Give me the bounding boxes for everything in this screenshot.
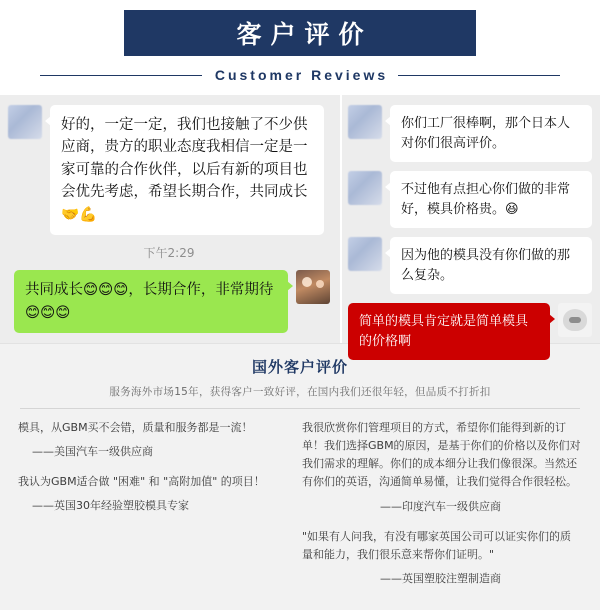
chat-message — [8, 270, 330, 333]
chat-conversation-left — [0, 95, 340, 343]
cat-avatar — [558, 303, 592, 337]
blurred-avatar — [8, 105, 42, 139]
chat-message — [8, 105, 330, 235]
chat-message — [348, 237, 592, 294]
review-author: ——英国塑胶注塑制造商 — [380, 571, 501, 585]
reviews-subtitle: 服务海外市场15年，获得客户一致好评，在国内我们还很年轻，但品质不打折扣 — [109, 386, 491, 398]
blurred-avatar — [348, 237, 382, 271]
page-subtitle: Customer Reviews — [214, 67, 389, 83]
page-title-bar — [124, 10, 476, 56]
reviews-title: 国外客户评价 — [251, 358, 348, 376]
review-author: ——美国汽车一级供应商 — [32, 445, 153, 459]
divider-right — [398, 75, 560, 76]
page-subtitle-row — [40, 67, 560, 83]
reviews-column-right — [302, 419, 582, 600]
review-item — [18, 419, 280, 459]
chat-message — [348, 105, 592, 162]
chat-bubble-incoming: 不过他有点担心你们做的非常好，模具价格贵。😆 — [390, 171, 592, 228]
chat-bubble-outgoing: 简单的模具肯定就是简单模具的价格啊 — [348, 303, 550, 360]
reviews-columns — [0, 409, 600, 600]
divider-left — [40, 75, 202, 76]
overseas-reviews-section — [0, 343, 600, 610]
review-text: 我很欣赏你们管理项目的方式，希望你们能得到新的订单！我们选择GBM的原因，是基于你们的价格以及你们对我们需求的理解。你们的成本细分让我们像很深。当然还有你们的英语，沟通简单易懂，让我们觉得合作很轻松。 — [302, 421, 581, 489]
blurred-avatar — [348, 171, 382, 205]
review-item — [302, 528, 582, 586]
chat-message — [348, 303, 592, 360]
review-author: ——印度汽车一级供应商 — [380, 499, 501, 513]
review-author: ——英国30年经验塑胶模具专家 — [32, 499, 189, 513]
chat-bubble-outgoing: 共同成长😊😊😊，长期合作，非常期待😊😊😊 — [14, 270, 288, 333]
chat-message — [348, 171, 592, 228]
page-header — [0, 0, 600, 83]
page-title: 客户评价 — [236, 20, 373, 49]
review-item — [18, 473, 280, 513]
review-item — [302, 419, 582, 514]
couple-photo-avatar — [296, 270, 330, 304]
chat-bubble-incoming: 因为他的模具没有你们做的那么复杂。 — [390, 237, 592, 294]
blurred-avatar — [348, 105, 382, 139]
chat-screenshot-area — [0, 95, 600, 349]
chat-timestamp: 下午2:29 — [143, 246, 195, 261]
review-text: "如果有人问我，有没有哪家英国公司可以证实你们的质量和能力，我们很乐意来帮你们证明。" — [302, 529, 572, 561]
chat-bubble-incoming: 你们工厂很棒啊，那个日本人对你们很高评价。 — [390, 105, 592, 162]
chat-bubble-incoming: 好的，一定一定，我们也接触了不少供应商，贵方的职业态度我相信一定是一家可靠的合作伙伴，以后有新的项目也会优先考虑，希望长期合作，共同成长🤝💪 — [50, 105, 324, 235]
review-text: 我认为GBM适合做 "困难" 和 "高附加值" 的项目！ — [18, 475, 265, 489]
chat-conversation-right — [340, 95, 600, 349]
reviews-column-left — [18, 419, 280, 600]
review-text: 模具，从GBM买不会错，质量和服务都是一流！ — [18, 421, 253, 434]
